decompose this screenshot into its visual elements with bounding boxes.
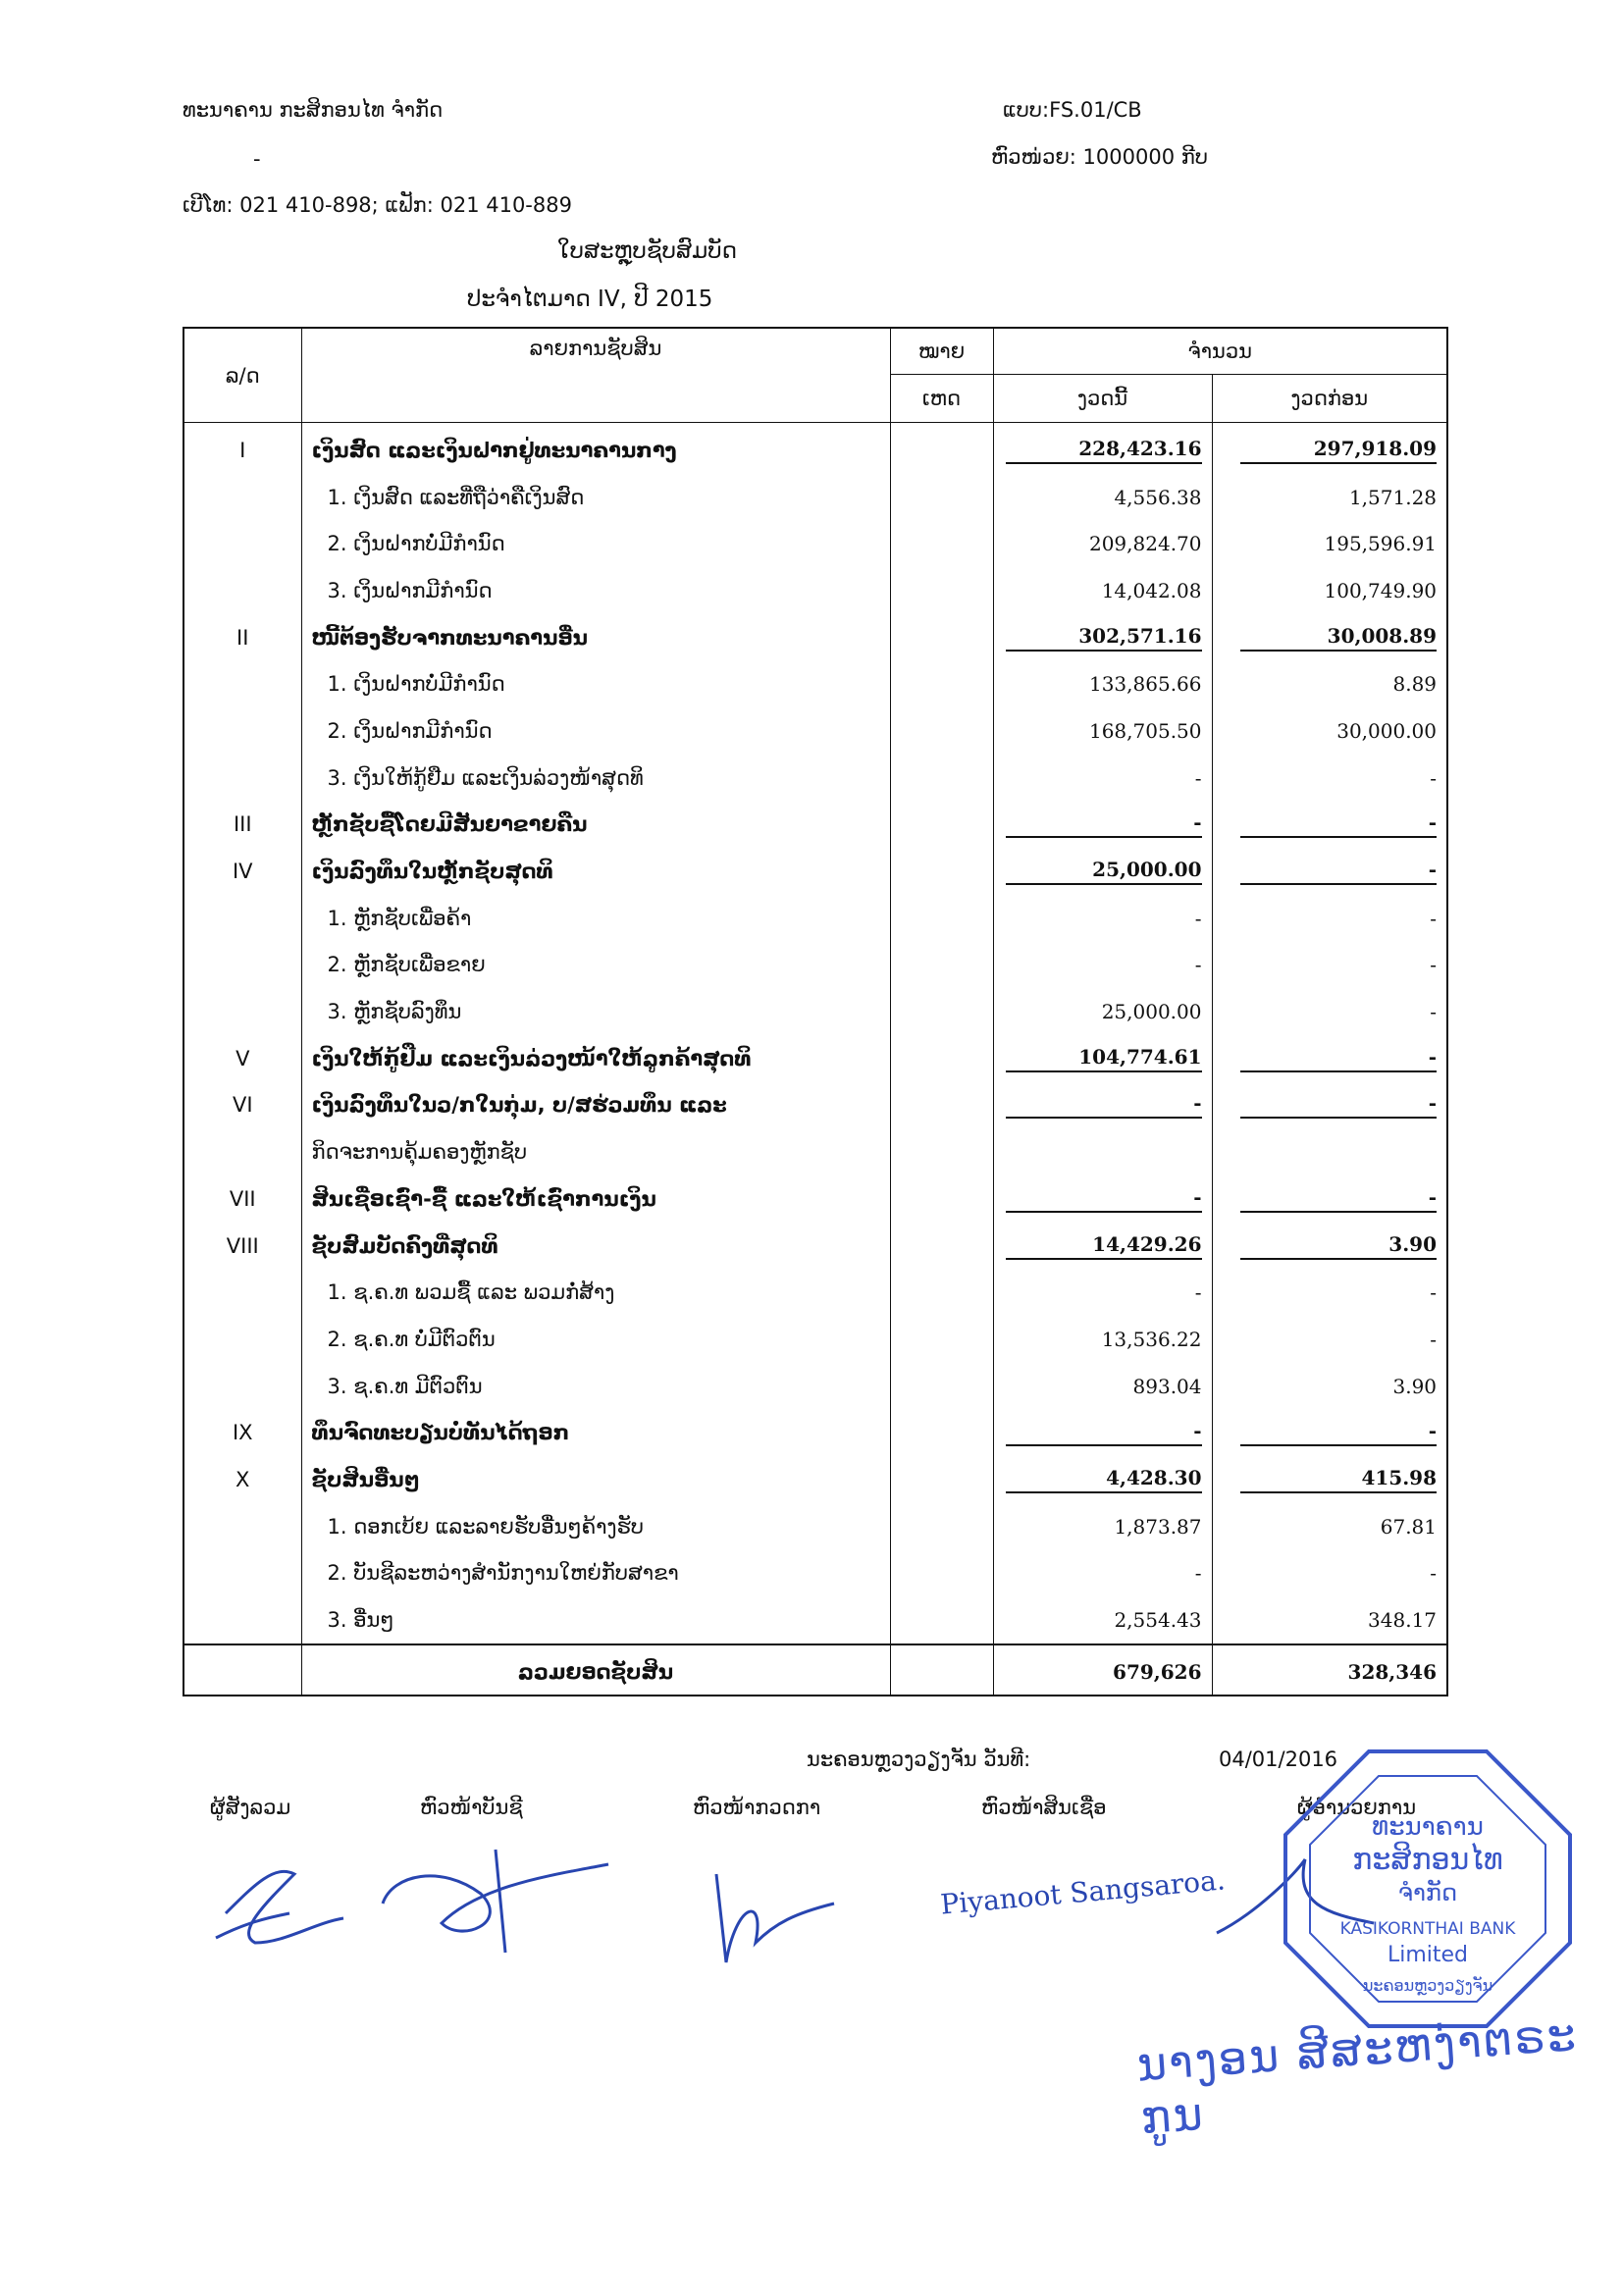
row-note: [890, 1223, 993, 1270]
row-label: 3. ຫຼັກຊັບລົງທຶນ: [301, 988, 890, 1035]
row-note: [890, 1128, 993, 1175]
section-row: [183, 423, 1447, 474]
total-note-cell: [890, 1644, 993, 1696]
unit-label: ຫົວໜ່ວຍ: 1000000 ກີບ: [991, 145, 1208, 169]
row-label: 2. ບັນຊີລະຫວ່າງສຳນັກງານໃຫຍ່ກັບສາຂາ: [301, 1550, 890, 1597]
row-previous: [1212, 1363, 1447, 1410]
row-number: II: [183, 614, 301, 661]
row-current-value: -: [1194, 1561, 1202, 1586]
signer-audit-head: ຫົວໜ້າກວດກາ: [693, 1796, 821, 1819]
row-note: [890, 1269, 993, 1316]
row-number: I: [183, 423, 301, 474]
row-current: [993, 1175, 1212, 1223]
row-current-value: -: [1194, 1280, 1202, 1305]
row-current-value: 25,000.00: [1101, 1000, 1202, 1024]
row-previous-value: 1,571.28: [1348, 485, 1438, 509]
row-previous-value: -: [1430, 765, 1438, 790]
item-row: [183, 942, 1447, 989]
company-stamp: [1276, 1742, 1580, 2036]
row-current: [993, 802, 1212, 849]
row-previous: [1212, 474, 1447, 521]
row-current-value: -: [1006, 1185, 1202, 1213]
row-previous: [1212, 1175, 1447, 1223]
row-number: [183, 567, 301, 614]
row-current-value: -: [1194, 765, 1202, 790]
row-current: [993, 1082, 1212, 1129]
stamp-text-bank: ທະນາຄານ: [1372, 1812, 1484, 1842]
row-number: V: [183, 1035, 301, 1082]
row-number: VII: [183, 1175, 301, 1223]
row-previous-value: 3.90: [1240, 1232, 1437, 1260]
row-note: [890, 755, 993, 802]
total-row: [183, 1644, 1447, 1696]
row-previous: [1212, 1409, 1447, 1456]
row-note: [890, 1456, 993, 1503]
row-previous-value: 297,918.09: [1240, 437, 1437, 464]
audit-head-signature: [707, 1864, 844, 1982]
row-current: [993, 1409, 1212, 1456]
row-label: ຊັບສິນອື່ນໆ: [301, 1456, 890, 1503]
row-label: ກິດຈະການຄຸ້ມຄອງຫຼັກຊັບ: [301, 1128, 890, 1175]
row-current-value: 133,865.66: [1088, 672, 1202, 697]
row-label: 2. ຊ.ຄ.ທ ບໍ່ມີຕົວຕົນ: [301, 1316, 890, 1363]
row-current: [993, 988, 1212, 1035]
row-number: [183, 474, 301, 521]
header-note-top: ໝາຍ: [890, 328, 993, 375]
row-current-value: 4,428.30: [1006, 1466, 1202, 1493]
total-previous: 328,346: [1212, 1644, 1447, 1696]
phone-fax: ເບີໂທ: 021 410-898; ແຟັກ: 021 410-889: [183, 193, 572, 217]
row-current-value: 14,429.26: [1006, 1232, 1202, 1260]
row-current-value: 168,705.50: [1088, 718, 1202, 743]
reporting-period: ປະຈຳໄຕມາດ IV, ປີ 2015: [467, 287, 713, 312]
row-current: [993, 1128, 1212, 1175]
header-previous: ງວດກ່ອນ: [1212, 375, 1447, 423]
row-label: 3. ເງິນໃຫ້ກູ້ຢືມ ແລະເງິນລ່ວງໜ້າສຸດທິ: [301, 755, 890, 802]
row-number: IX: [183, 1409, 301, 1456]
row-label: 2. ເງິນຝາກບໍ່ມີກຳນົດ: [301, 520, 890, 567]
row-previous: [1212, 1316, 1447, 1363]
row-previous-value: 8.89: [1392, 672, 1438, 697]
signer-chief-accountant: ຫົວໜ້າບັນຊີ: [420, 1796, 523, 1819]
row-label: 3. ຊ.ຄ.ທ ມີຕົວຕົນ: [301, 1363, 890, 1410]
row-current: [993, 1456, 1212, 1503]
row-current: [993, 1596, 1212, 1644]
row-previous-value: 415.98: [1240, 1466, 1437, 1493]
item-row: [183, 755, 1447, 802]
section-row: [183, 802, 1447, 849]
row-previous-value: -: [1240, 1419, 1437, 1446]
row-previous-value: -: [1240, 858, 1437, 885]
row-note: [890, 423, 993, 474]
row-previous: [1212, 895, 1447, 942]
row-previous: [1212, 848, 1447, 895]
row-previous-value: -: [1430, 1327, 1438, 1351]
item-row: [183, 1128, 1447, 1175]
row-current-value: 228,423.16: [1006, 437, 1202, 464]
row-current: [993, 1550, 1212, 1597]
row-current: [993, 520, 1212, 567]
chief-accountant-signature: [363, 1845, 618, 1962]
row-note: [890, 1035, 993, 1082]
row-number: [183, 1503, 301, 1550]
row-label: ເງິນສົດ ແລະເງິນຝາກຢູ່ທະນາຄານກາງ: [301, 423, 890, 474]
row-current: [993, 567, 1212, 614]
row-previous: [1212, 988, 1447, 1035]
row-number: [183, 520, 301, 567]
row-label: ເງິນລົງທຶນໃນຫຼັກຊັບສຸດທິ: [301, 848, 890, 895]
row-current-value: -: [1194, 906, 1202, 930]
row-previous-value: -: [1430, 1000, 1438, 1024]
item-row: [183, 1596, 1447, 1644]
signer-director: ຜູ້ອຳນວຍການ: [1297, 1796, 1417, 1819]
item-row: [183, 474, 1447, 521]
row-note: [890, 988, 993, 1035]
row-note: [890, 942, 993, 989]
row-label: ໜີ້ຕ້ອງຮັບຈາກທະນາຄານອື່ນ: [301, 614, 890, 661]
bank-name: ທະນາຄານ ກະສິກອນໄທ ຈຳກັດ: [183, 98, 444, 122]
row-number: VI: [183, 1082, 301, 1129]
row-current: [993, 707, 1212, 755]
row-previous: [1212, 1223, 1447, 1270]
header-item: ລາຍການຊັບສິນ: [301, 328, 890, 423]
row-note: [890, 848, 993, 895]
balance-sheet-table: [183, 327, 1448, 1696]
row-current-value: 893.04: [1132, 1374, 1202, 1398]
row-previous-value: -: [1240, 1091, 1437, 1119]
row-previous: [1212, 1456, 1447, 1503]
header-no: ລ/ດ: [183, 328, 301, 423]
item-row: [183, 895, 1447, 942]
row-label: 1. ຫຼັກຊັບເພື່ອຄ້າ: [301, 895, 890, 942]
row-current: [993, 1223, 1212, 1270]
row-previous: [1212, 423, 1447, 474]
row-label: 2. ເງິນຝາກມີກຳນົດ: [301, 707, 890, 755]
stamp-text-english: KASIKORNTHAI BANK: [1339, 1919, 1516, 1939]
row-number: III: [183, 802, 301, 849]
row-note: [890, 1550, 993, 1597]
row-previous: [1212, 1503, 1447, 1550]
stamp-text-kasikorn: ກະສິກອນໄທ: [1352, 1843, 1503, 1877]
row-label: 1. ຊ.ຄ.ທ ພວມຊື້ ແລະ ພວມກໍ່ສ້າງ: [301, 1269, 890, 1316]
row-label: 1. ເງິນຝາກບໍ່ມີກຳນົດ: [301, 660, 890, 707]
row-previous: [1212, 707, 1447, 755]
row-number: [183, 1269, 301, 1316]
row-number: [183, 1316, 301, 1363]
row-current: [993, 755, 1212, 802]
stamp-text-limited: Limited: [1387, 1943, 1469, 1967]
row-current: [993, 1269, 1212, 1316]
row-note: [890, 1082, 993, 1129]
row-current-value: 302,571.16: [1006, 624, 1202, 652]
row-note: [890, 614, 993, 661]
row-note: [890, 895, 993, 942]
row-previous-value: -: [1430, 953, 1438, 977]
row-current: [993, 614, 1212, 661]
row-previous: [1212, 802, 1447, 849]
row-label: ສິນເຊື່ອເຊົ່າ-ຊື້ ແລະໃຫ້ເຊົ່າການເງິນ: [301, 1175, 890, 1223]
row-number: [183, 1128, 301, 1175]
row-previous-value: -: [1240, 1185, 1437, 1213]
row-previous: [1212, 520, 1447, 567]
total-current: 679,626: [993, 1644, 1212, 1696]
row-note: [890, 1316, 993, 1363]
row-number: [183, 660, 301, 707]
row-note: [890, 1175, 993, 1223]
row-current-value: -: [1006, 1419, 1202, 1446]
signer-credit-head: ຫົວໜ້າສິນເຊື່ອ: [981, 1796, 1107, 1819]
row-current: [993, 1035, 1212, 1082]
row-current-value: -: [1006, 810, 1202, 838]
row-number: VIII: [183, 1223, 301, 1270]
row-number: IV: [183, 848, 301, 895]
row-current-value: 4,556.38: [1114, 485, 1202, 509]
row-current: [993, 1316, 1212, 1363]
stamp-text-city: ນະຄອນຫຼວງວຽງຈັນ: [1362, 1976, 1493, 1995]
row-label: 1. ດອກເບ້ຍ ແລະລາຍຮັບອື່ນໆຄ້າງຮັບ: [301, 1503, 890, 1550]
document-title: ໃບສະຫຼຸບຊັບສົມບັດ: [557, 238, 738, 264]
signer-compiler: ຜູ້ສັງລວມ: [210, 1796, 291, 1819]
section-row: [183, 1223, 1447, 1270]
row-previous-value: 30,008.89: [1240, 624, 1437, 652]
row-previous: [1212, 1596, 1447, 1644]
row-label: ເງິນໃຫ້ກູ້ຢືມ ແລະເງິນລ່ວງໜ້າໃຫ້ລູກຄ້າສຸດທິ: [301, 1035, 890, 1082]
row-previous: [1212, 1082, 1447, 1129]
row-previous-value: -: [1430, 1561, 1438, 1586]
row-note: [890, 802, 993, 849]
row-number: [183, 1363, 301, 1410]
header-amount: ຈຳນວນ: [993, 328, 1447, 375]
item-row: [183, 988, 1447, 1035]
total-no-cell: [183, 1644, 301, 1696]
row-current-value: 25,000.00: [1006, 858, 1202, 885]
row-note: [890, 474, 993, 521]
row-current: [993, 1503, 1212, 1550]
row-previous: [1212, 1550, 1447, 1597]
row-number: [183, 1596, 301, 1644]
row-current-value: 14,042.08: [1101, 578, 1202, 602]
section-row: [183, 1082, 1447, 1129]
form-code: ແບບ:FS.01/CB: [1003, 98, 1142, 122]
row-previous-value: 100,749.90: [1324, 578, 1438, 602]
item-row: [183, 1316, 1447, 1363]
row-current: [993, 474, 1212, 521]
row-previous-value: 348.17: [1368, 1608, 1438, 1633]
row-current-value: 13,536.22: [1101, 1327, 1202, 1351]
row-previous: [1212, 1035, 1447, 1082]
item-row: [183, 1363, 1447, 1410]
row-current: [993, 895, 1212, 942]
row-previous: [1212, 755, 1447, 802]
row-note: [890, 1503, 993, 1550]
header-dash: -: [253, 147, 261, 171]
row-note: [890, 1596, 993, 1644]
row-number: [183, 895, 301, 942]
section-row: [183, 1409, 1447, 1456]
row-label: 3. ເງິນຝາກມີກຳນົດ: [301, 567, 890, 614]
item-row: [183, 1269, 1447, 1316]
section-row: [183, 1035, 1447, 1082]
row-note: [890, 660, 993, 707]
row-note: [890, 1363, 993, 1410]
header-note-bottom: ເຫດ: [890, 375, 993, 423]
row-previous-value: -: [1430, 906, 1438, 930]
item-row: [183, 520, 1447, 567]
item-row: [183, 567, 1447, 614]
section-row: [183, 614, 1447, 661]
row-note: [890, 520, 993, 567]
row-current-value: 104,774.61: [1006, 1045, 1202, 1072]
row-previous-value: 67.81: [1380, 1514, 1438, 1539]
row-current: [993, 848, 1212, 895]
row-number: [183, 1550, 301, 1597]
stamp-text-limited-lao: ຈຳກັດ: [1397, 1879, 1458, 1906]
row-current-value: 1,873.87: [1114, 1514, 1202, 1539]
row-number: [183, 755, 301, 802]
director-name: ນາງອນ ສີສະຫງ່າຕຣະກູນ: [1134, 2007, 1580, 2145]
item-row: [183, 1550, 1447, 1597]
row-label: ທຶນຈົດທະບຽນບໍ່ທັນໄດ້ຖອກ: [301, 1409, 890, 1456]
row-previous-value: 3.90: [1392, 1374, 1438, 1398]
row-previous: [1212, 942, 1447, 989]
row-label: ຫຼັກຊັບຊື້ໂດຍມີສັນຍາຂາຍຄືນ: [301, 802, 890, 849]
row-previous: [1212, 660, 1447, 707]
row-previous: [1212, 1128, 1447, 1175]
row-previous-value: -: [1240, 810, 1437, 838]
row-previous-value: -: [1240, 1045, 1437, 1072]
row-number: [183, 707, 301, 755]
row-current-value: -: [1006, 1091, 1202, 1119]
section-row: [183, 1456, 1447, 1503]
row-previous-value: -: [1430, 1280, 1438, 1305]
row-label: ເງິນລົງທຶນໃນວ/ກໃນກຸ່ມ, ບ/ສຮ່ວມທຶນ ແລະ: [301, 1082, 890, 1129]
row-label: ຊັບສົມບັດຄົງທີ່ສຸດທິ: [301, 1223, 890, 1270]
row-label: 1. ເງິນສົດ ແລະທີ່ຖືວ່າຄືເງິນສົດ: [301, 474, 890, 521]
row-label: 3. ອື່ນໆ: [301, 1596, 890, 1644]
item-row: [183, 1503, 1447, 1550]
row-previous: [1212, 1269, 1447, 1316]
row-current-value: -: [1194, 953, 1202, 977]
row-previous: [1212, 614, 1447, 661]
row-current: [993, 942, 1212, 989]
credit-head-signature: Piyanoot Sangsaroa.: [939, 1863, 1227, 1921]
row-number: [183, 988, 301, 1035]
place-label: ນະຄອນຫຼວງວຽງຈັນ ວັນທີ:: [807, 1748, 1031, 1771]
row-current: [993, 1363, 1212, 1410]
row-current-value: 2,554.43: [1114, 1608, 1202, 1633]
header-current: ງວດນີ້: [993, 375, 1212, 423]
row-previous-value: 30,000.00: [1336, 718, 1438, 743]
row-current: [993, 423, 1212, 474]
section-row: [183, 848, 1447, 895]
row-current-value: 209,824.70: [1088, 532, 1202, 556]
row-number: [183, 942, 301, 989]
section-row: [183, 1175, 1447, 1223]
report-date: 04/01/2016: [1219, 1748, 1338, 1771]
row-current: [993, 660, 1212, 707]
row-number: X: [183, 1456, 301, 1503]
row-previous: [1212, 567, 1447, 614]
row-note: [890, 1409, 993, 1456]
item-row: [183, 707, 1447, 755]
total-label: ລວມຍອດຊັບສິນ: [301, 1644, 890, 1696]
item-row: [183, 660, 1447, 707]
row-label: 2. ຫຼັກຊັບເພື່ອຂາຍ: [301, 942, 890, 989]
row-note: [890, 567, 993, 614]
row-note: [890, 707, 993, 755]
row-previous-value: 195,596.91: [1324, 532, 1438, 556]
